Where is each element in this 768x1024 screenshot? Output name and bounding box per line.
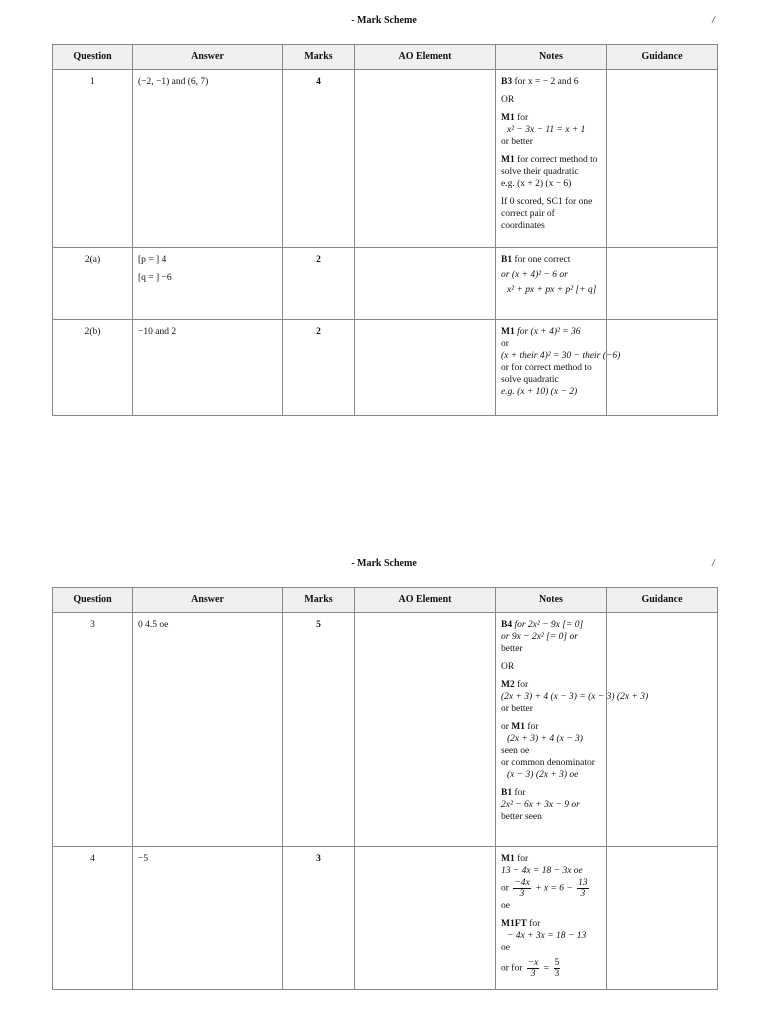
notes-cell: M1 for (x + 4)² = 36 or (x + their 4)² = 30 − their (−6) or for correct method to solve quadratic e.g. (x + 10) (x − 2) <box>496 320 607 416</box>
answer-cell: [p = ] 4 [q = ] −6 <box>133 248 283 320</box>
ao-element-cell <box>355 320 496 416</box>
ao-element-cell <box>355 613 496 847</box>
page-title: - Mark Scheme <box>351 15 417 26</box>
page-title: - Mark Scheme <box>351 558 417 569</box>
col-notes: Notes <box>496 588 607 613</box>
table-row <box>53 248 718 320</box>
guidance-cell <box>607 248 718 320</box>
fraction: $\frac{13}{3}$ <box>578 878 588 899</box>
col-ao-element: AO Element <box>355 45 496 70</box>
table-row <box>53 847 718 990</box>
marks-cell: 4 <box>283 70 355 248</box>
question-cell: 4 <box>53 847 133 990</box>
col-guidance: Guidance <box>607 588 718 613</box>
table-row <box>53 613 718 847</box>
fraction: $\frac{-4x}{3}$ <box>514 878 530 899</box>
ao-element-cell <box>355 248 496 320</box>
col-answer: Answer <box>133 588 283 613</box>
guidance-cell <box>607 847 718 990</box>
notes-cell: B3 for x = − 2 and 6 OR M1 for x² − 3x − 11 = x + 1 or better M1 for correct method to solve their quadratic e.g. (x + 2) (x − 6) If 0 scored, SC1 for one correct pair of coordinates <box>496 70 607 248</box>
answer-cell: (−2, −1) and (6, 7) <box>133 70 283 248</box>
guidance-cell <box>607 70 718 248</box>
table-header-row <box>53 588 718 613</box>
mark-scheme-table-2 <box>52 587 718 990</box>
marks-cell: 5 <box>283 613 355 847</box>
question-cell: 2(a) <box>53 248 133 320</box>
col-marks: Marks <box>283 45 355 70</box>
col-answer: Answer <box>133 45 283 70</box>
fraction: $\frac{-x}{3}$ <box>527 958 539 979</box>
notes-cell: B1 for one correct or (x + 4)² − 6 or x² + px + px + p² [+ q] <box>496 248 607 320</box>
col-notes: Notes <box>496 45 607 70</box>
col-guidance: Guidance <box>607 45 718 70</box>
question-cell: 3 <box>53 613 133 847</box>
page-slash: / <box>712 15 715 26</box>
col-question: Question <box>53 45 133 70</box>
col-question: Question <box>53 588 133 613</box>
marks-cell: 3 <box>283 847 355 990</box>
table-row <box>53 320 718 416</box>
notes-cell: B4 for 2x² − 9x [= 0] or 9x − 2x² [= 0] or better OR M2 for (2x + 3) + 4 (x − 3) = (x − 3) (2x + 3) or better or M1 for (2x + 3) + 4 (x − 3) seen oe or common denominator (x − 3) (2x + 3) oe B1 for 2x² − 6x + 3x − 9 or better seen <box>496 613 607 847</box>
col-ao-element: AO Element <box>355 588 496 613</box>
question-cell: 2(b) <box>53 320 133 416</box>
guidance-cell <box>607 320 718 416</box>
answer-cell: −10 and 2 <box>133 320 283 416</box>
answer-cell: −5 <box>133 847 283 990</box>
table-header-row <box>53 45 718 70</box>
marks-cell: 2 <box>283 320 355 416</box>
fraction: $\frac{5}{3}$ <box>554 958 560 979</box>
col-marks: Marks <box>283 588 355 613</box>
answer-cell: 0 4.5 oe <box>133 613 283 847</box>
table-row <box>53 70 718 248</box>
ao-element-cell <box>355 70 496 248</box>
guidance-cell <box>607 613 718 847</box>
notes-cell: M1 for 13 − 4x = 18 − 3x oe or $\frac{-4x}{3}$ + x = 6 − $\frac{13}{3}$ oe M1FT for − 4x + 3x = 18 − 13 oe or for $\frac{-x}{3}$ = $\frac{5}{3}$ <box>496 847 607 990</box>
marks-cell: 2 <box>283 248 355 320</box>
ao-element-cell <box>355 847 496 990</box>
page-slash: / <box>712 558 715 569</box>
mark-scheme-table-1 <box>52 44 718 416</box>
question-cell: 1 <box>53 70 133 248</box>
